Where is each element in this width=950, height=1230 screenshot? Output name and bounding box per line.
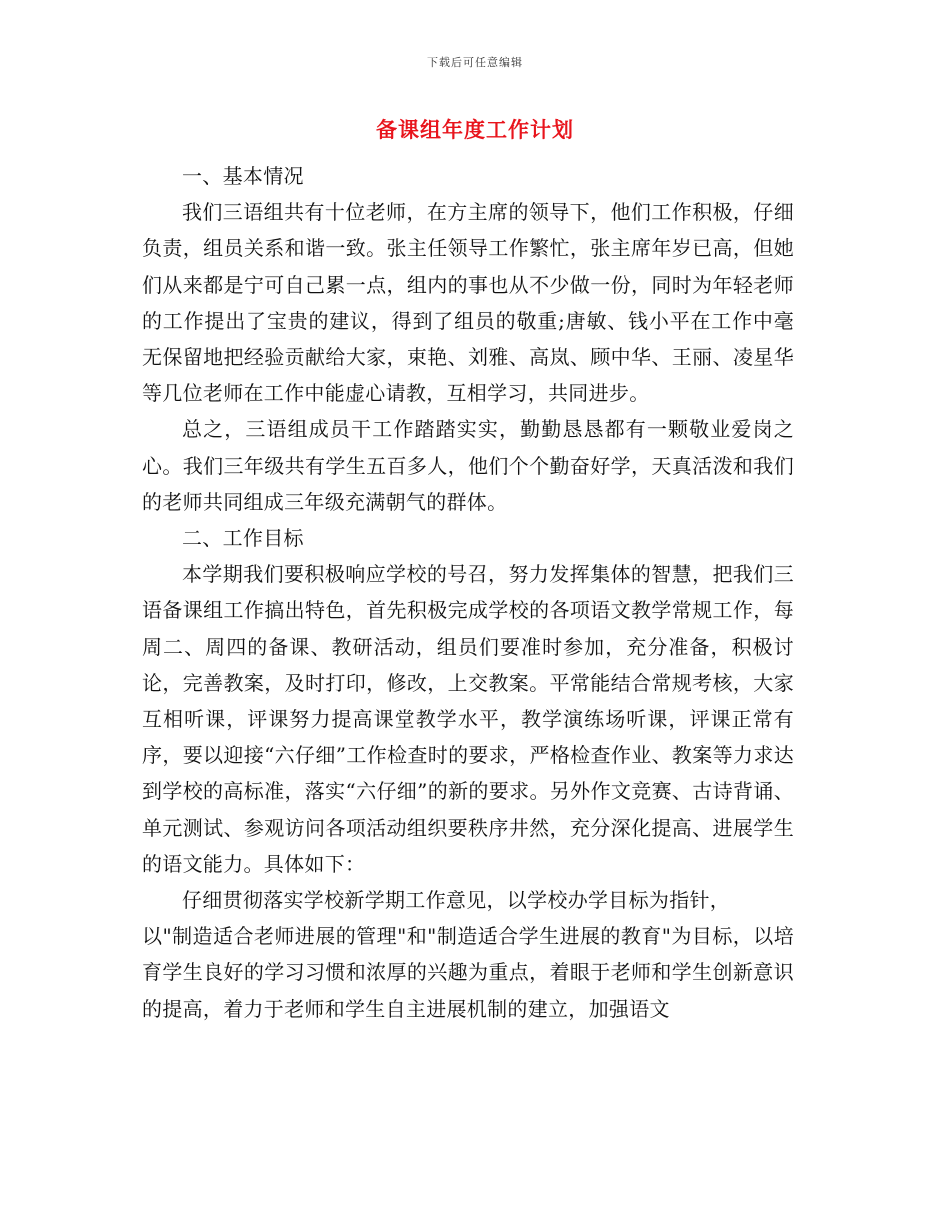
section-heading-basic: 一、基本情况 — [182, 164, 304, 188]
paragraph: 仔细贯彻落实学校新学期工作意见，以学校办学目标为指针， — [182, 888, 731, 913]
paragraph: 本学期我们要积极响应学校的号召，努力发挥集体的智慧，把我们三语备课组工作搞出特色，首先积极完成学校的各项语文教学常规工作，每周二、周四的备课、教研活动，组员们要准时参加，充分准备，积极讨论，完善教案，及时打印，修改，上交教案。平常能结合常规考核，大家互相听课，评课努力提高课堂教学水平，教学演练场听课，评课正常有序，要以迎接“六仔细”工作检查时的要求，严格检查作业、教案等力求达到学校的高标准，落实“六仔细”的新的要求。另外作文竞赛、古诗背诵、单元测试、参观访问各项活动组织要秩序井然，充分深化提高、进展学生的语文能力。具体如下： — [142, 562, 794, 876]
section-heading-goals: 二、工作目标 — [182, 526, 304, 551]
paragraph: 以"制造适合老师进展的管理"和"制造适合学生进展的教育"为目标，以培育学生良好的学习习惯和浓厚的兴趣为重点，着眼于老师和学生创新意识的提高，着力于老师和学生自主进展机制的建立，加强语文 — [142, 924, 794, 1021]
paragraph: 总之，三语组成员干工作踏踏实实，勤勤恳恳都有一颗敬业爱岗之心。我们三年级共有学生五百多人，他们个个勤奋好学，天真活泼和我们的老师共同组成三年级充满朝气的群体。 — [142, 417, 794, 514]
document-title: 备课组年度工作计划 — [376, 117, 574, 142]
header-note: 下载后可任意编辑 — [427, 56, 523, 69]
paragraph: 我们三语组共有十位老师，在方主席的领导下，他们工作积极，仔细负责，组员关系和谐一致。张主任领导工作繁忙，张主席年岁已高，但她们从来都是宁可自己累一点，组内的事也从不少做一份，同时为年轻老师的工作提出了宝贵的建议，得到了组员的敬重;唐敏、钱小平在工作中毫无保留地把经验贡献给大家，束艳、刘雅、高岚、顾中华、王丽、凌星华等几位老师在工作中能虚心请教，互相学习，共同进步。 — [142, 200, 794, 406]
document-body — [142, 158, 794, 1027]
